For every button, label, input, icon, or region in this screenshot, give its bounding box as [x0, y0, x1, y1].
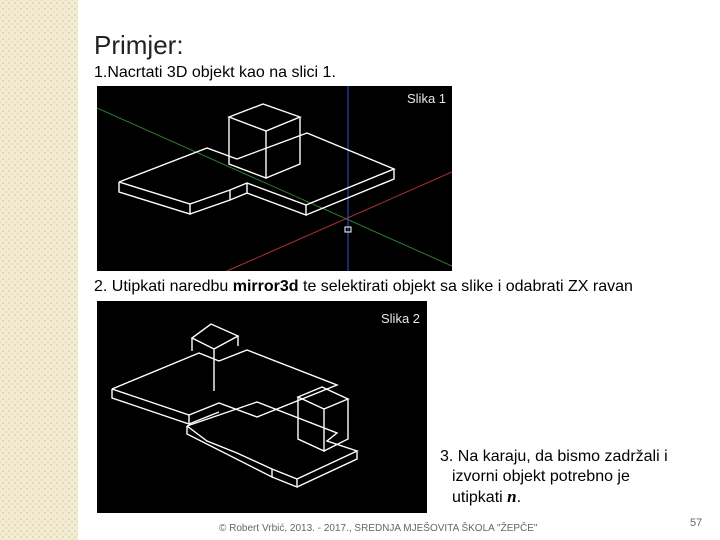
- figure-2-label: Slika 2: [381, 311, 421, 326]
- slide-heading: Primjer:: [94, 30, 184, 60]
- decorative-side-pattern: [0, 0, 78, 540]
- wireframe-mirrored-object: [177, 387, 357, 487]
- mirror3d-command: mirror3d: [232, 278, 299, 295]
- axis-line-green: [97, 108, 452, 266]
- page-number: 57: [690, 517, 703, 529]
- key-n: n: [507, 487, 517, 506]
- wireframe-object-1: [119, 104, 394, 215]
- footer-copyright: © Robert Vrbić, 2013. - 2017., SREDNJA MJEŠOVITA ŠKOLA "ŽEPČE": [219, 523, 538, 534]
- cad-viewport-figure-2: [97, 301, 427, 513]
- step-1-text: 1.Nacrtati 3D objekt kao na slici 1.: [94, 64, 336, 81]
- step-3-text: 3. Na karaju, da bismo zadržali i izvorni objekt potrebno je utipkati n.: [440, 447, 710, 508]
- wireframe-original-object: [112, 324, 337, 424]
- wireframe-figure-1: [97, 86, 452, 271]
- step-2-text: 2. Utipkati naredbu mirror3d te selektirati objekt sa slike i odabrati ZX ravan: [94, 278, 633, 295]
- cad-viewport-figure-1: [97, 86, 452, 271]
- wireframe-figure-2: [97, 301, 427, 513]
- figure-1-label: Slika 1: [407, 91, 447, 106]
- axis-line-red: [227, 172, 452, 271]
